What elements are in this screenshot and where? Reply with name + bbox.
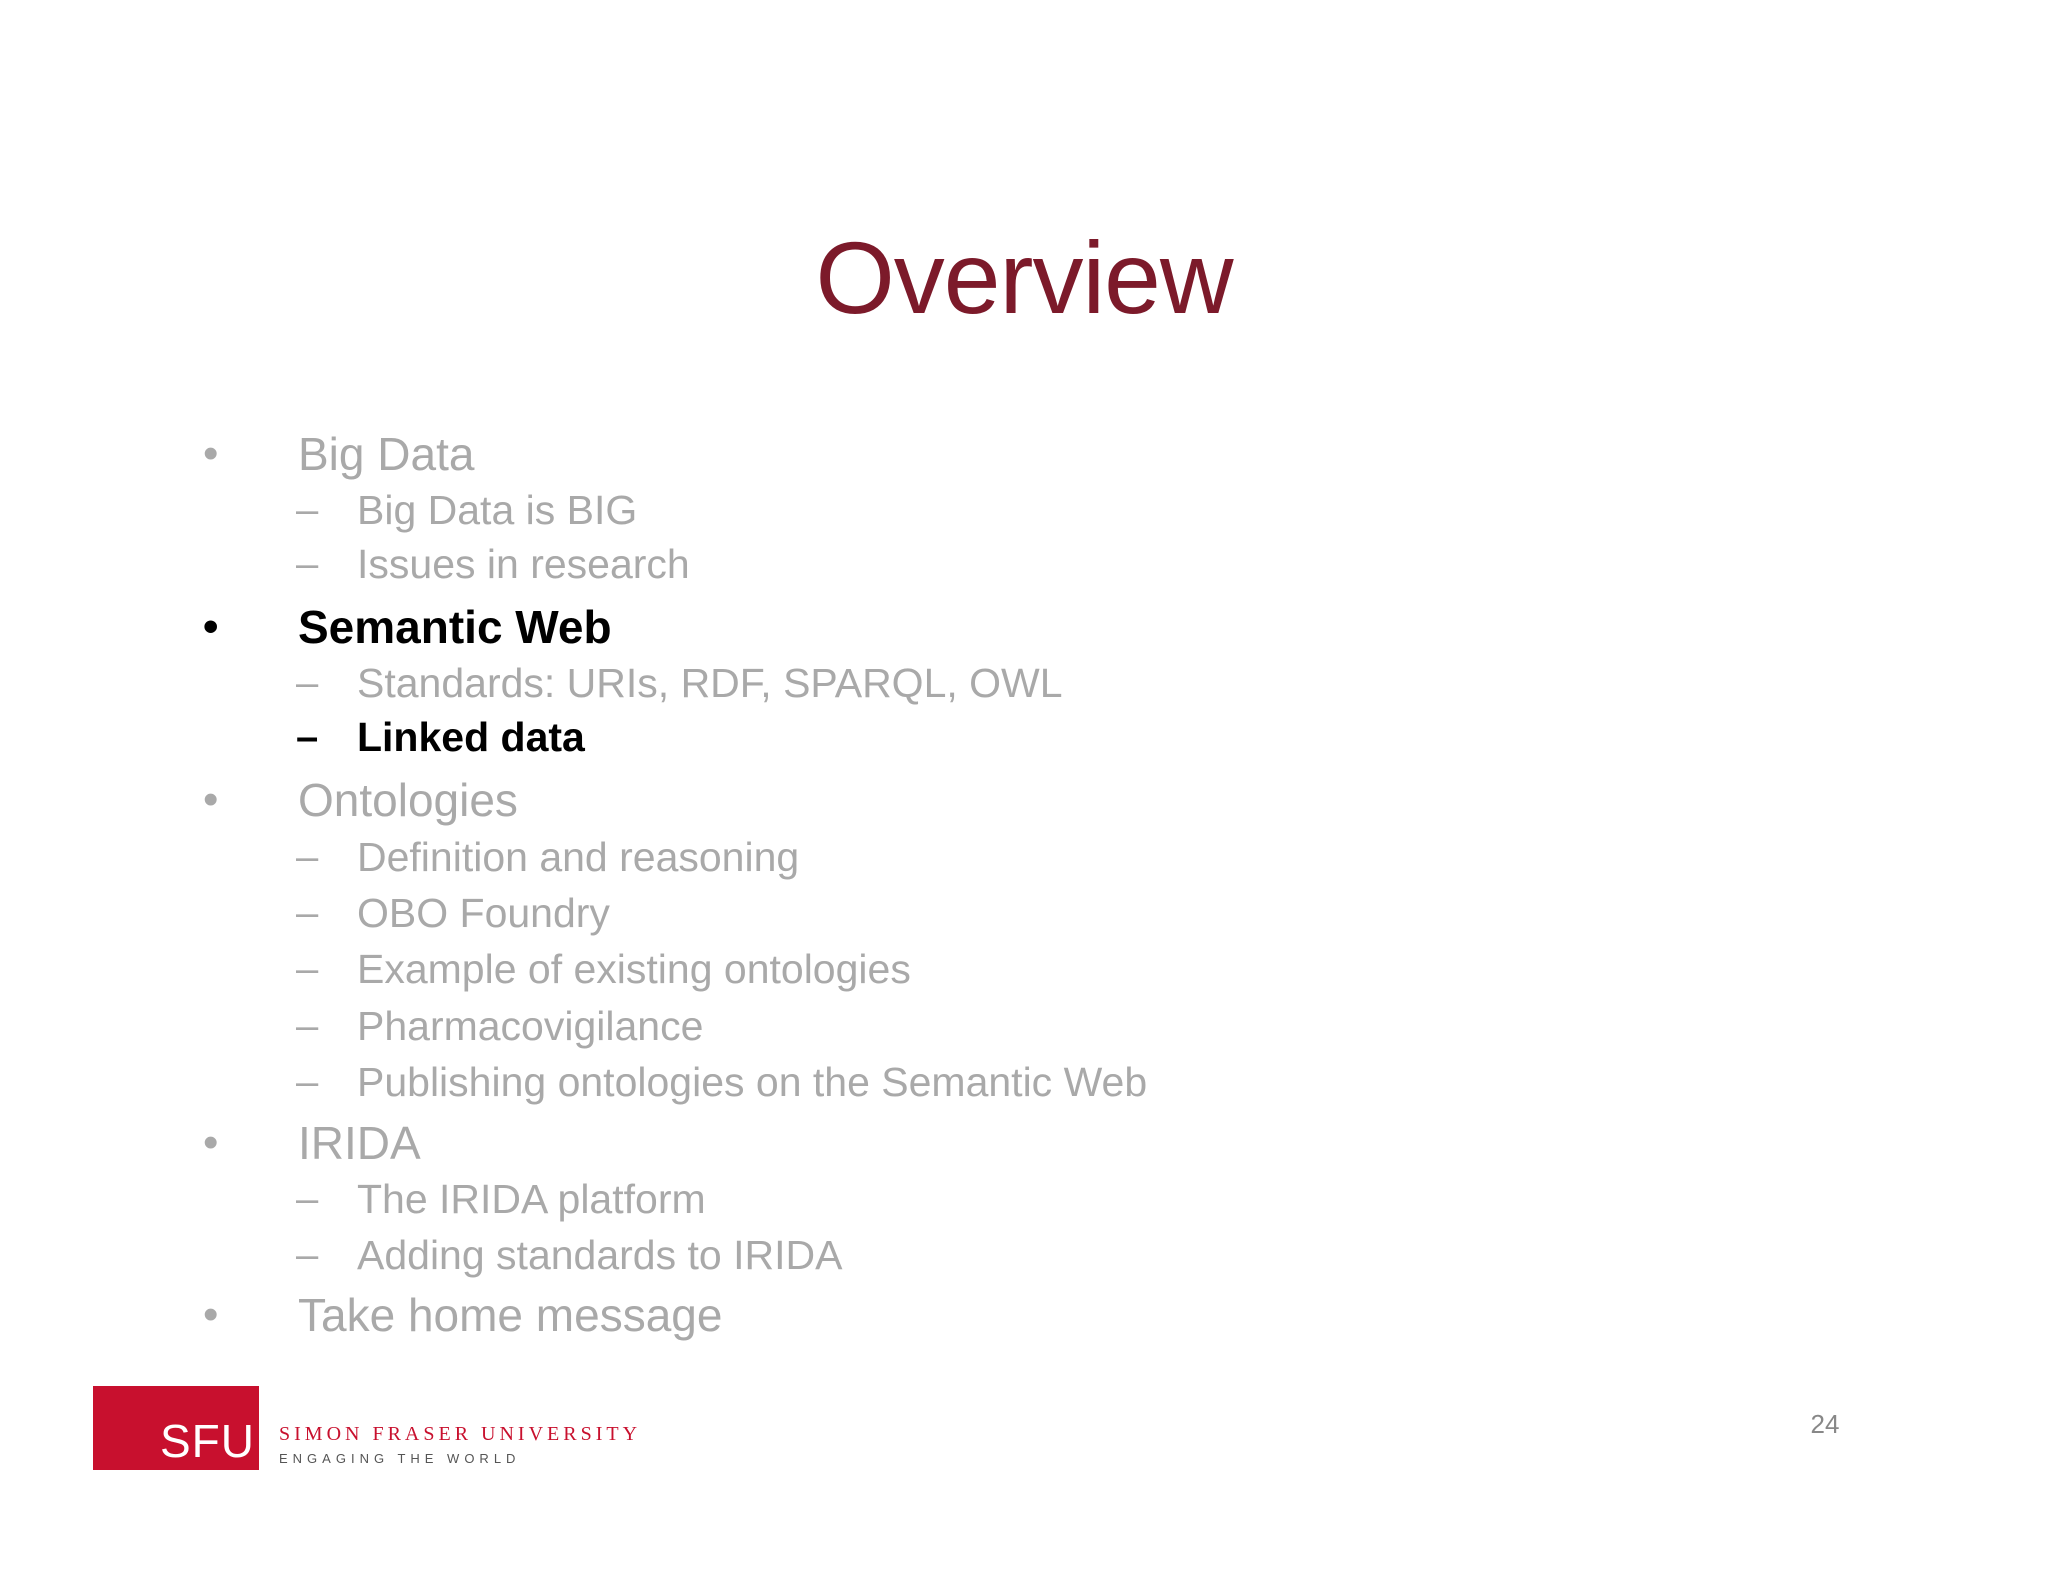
page-number: 24 (1810, 1409, 1840, 1439)
dash-marker: – (296, 891, 319, 935)
outline-subitem-label: Big Data is BIG (357, 487, 638, 533)
sfu-logo-mark: SFU (160, 1415, 255, 1467)
outline-item-label: Semantic Web (298, 601, 612, 653)
outline-subitem-label: Publishing ontologies on the Semantic Web (357, 1059, 1148, 1105)
outline-subitem-label: Pharmacovigilance (357, 1003, 704, 1049)
dash-marker: – (296, 835, 319, 879)
outline-item-label: Take home message (298, 1289, 723, 1341)
bullet-marker: • (203, 602, 219, 651)
dash-marker: – (296, 1177, 319, 1221)
dash-marker: – (296, 1060, 319, 1104)
bullet-marker: • (203, 1118, 219, 1167)
university-name: SIMON FRASER UNIVERSITY (279, 1423, 642, 1445)
outline-item-label: Big Data (298, 428, 475, 480)
outline-item-label: IRIDA (298, 1117, 421, 1169)
outline-subitem-label: Adding standards to IRIDA (357, 1232, 843, 1278)
dash-marker: – (296, 488, 319, 532)
bullet-marker: • (203, 775, 219, 824)
dash-marker: – (296, 1233, 319, 1277)
sfu-logo (93, 1386, 259, 1470)
bullet-marker: • (203, 429, 219, 478)
dash-marker: – (296, 947, 319, 991)
outline-subitem-label: Standards: URIs, RDF, SPARQL, OWL (357, 660, 1063, 706)
outline-subitem-label: Issues in research (357, 541, 690, 587)
outline-subitem-label: OBO Foundry (357, 890, 610, 936)
university-tagline: ENGAGING THE WORLD (279, 1451, 521, 1466)
outline-subitem-label: Definition and reasoning (357, 834, 800, 880)
outline-subitem-label: Example of existing ontologies (357, 946, 911, 992)
bullet-marker: • (203, 1290, 219, 1339)
outline-subitem-label: The IRIDA platform (357, 1176, 706, 1222)
slide-title: Overview (815, 221, 1233, 335)
dash-marker: – (296, 1004, 319, 1048)
dash-marker: – (296, 661, 319, 705)
dash-marker: – (296, 715, 319, 759)
dash-marker: – (296, 542, 319, 586)
outline-subitem-label: Linked data (357, 714, 585, 760)
outline-item-label: Ontologies (298, 774, 518, 826)
